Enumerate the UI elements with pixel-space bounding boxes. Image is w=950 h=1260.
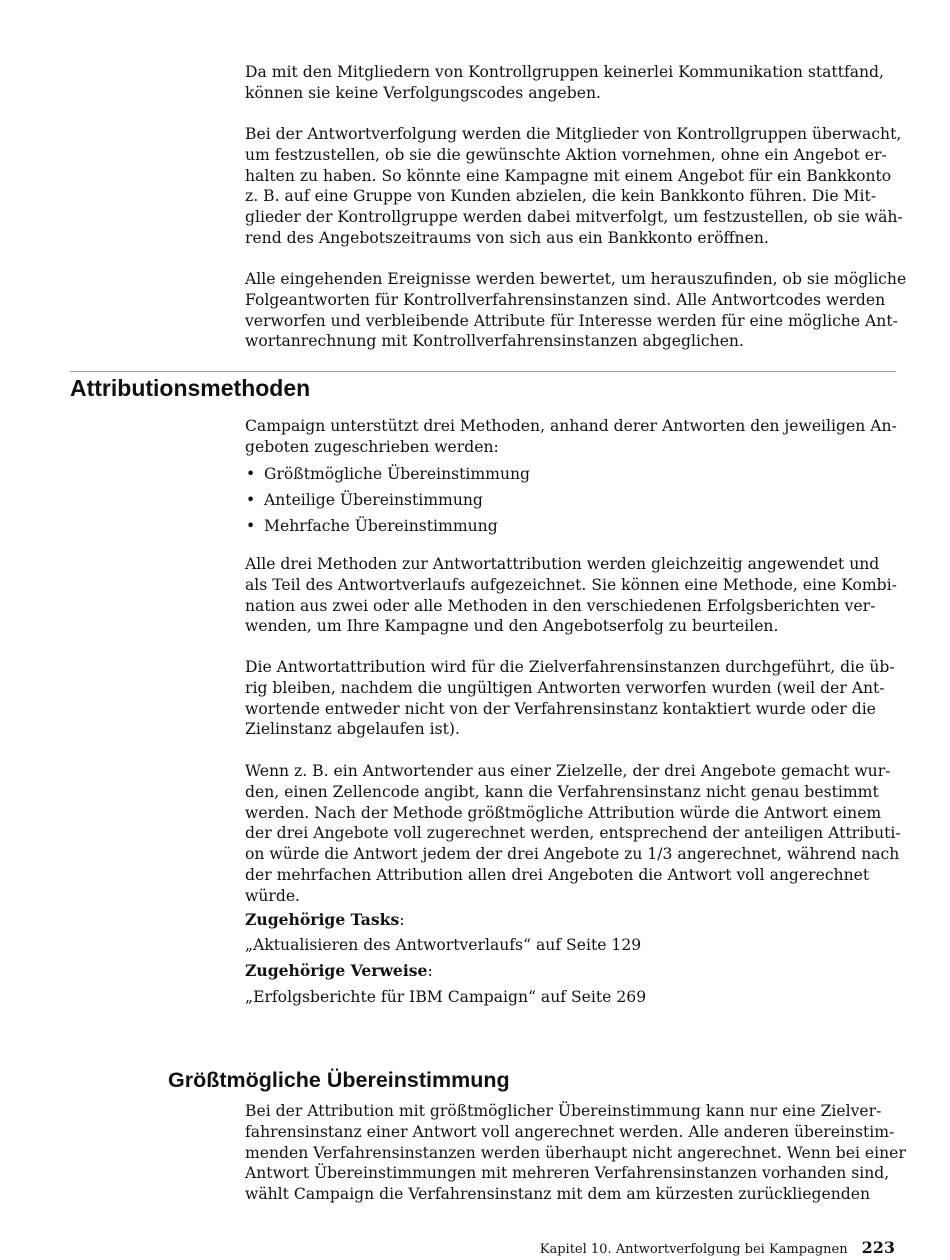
text-line: Bei der Attribution mit größtmöglicher Übereinstimmung kann nur eine Zielver- [245,1102,882,1120]
text-line: Antwort Übereinstimmungen mit mehreren Verfahrensinstanzen vorhanden sind, [245,1164,890,1183]
text-line: der drei Angebote voll zugerechnet werden, entsprechend der anteiligen Attributi- [245,824,901,843]
text-line: Wenn z. B. ein Antwortender aus einer Zielzelle, der drei Angebote gemacht wur- [245,762,891,780]
text-line: wählt Campaign die Verfahrensinstanz mit dem am kürzesten zurückliegenden [245,1185,871,1204]
related-tasks-label: Zugehörige Tasks: [245,910,405,929]
paragraph-methods-applied [245,554,897,637]
text-line: Alle eingehenden Ereignisse werden bewertet, um herauszufinden, ob sie mögliche [245,270,907,288]
text-line: als Teil des Antwortverlaufs aufgezeichnet. Sie können eine Methode, eine Kombi- [245,575,897,594]
text-line: z. B. auf eine Gruppe von Kunden abzielen, die kein Bankkonto führen. Die Mit- [245,187,877,206]
bullet-icon: • [246,465,256,483]
text-line: geboten zugeschrieben werden: [245,437,499,456]
paragraph-response-tracking [245,124,903,249]
text-line: rend des Angebotszeitraums von sich aus ein Bankkonto eröffnen. [245,228,769,247]
text-line: wortende entweder nicht von der Verfahrensinstanz kontaktiert wurde oder die [245,699,876,718]
text-line: menden Verfahrensinstanzen werden überhaupt nicht angerechnet. Wenn bei einer [245,1143,906,1162]
text-line: werden. Nach der Methode größtmögliche Attribution würde die Antwort einem [245,803,882,822]
text-line: Die Antwortattribution wird für die Zielverfahrensinstanzen durchgeführt, die üb- [245,658,895,676]
related-references-label: Zugehörige Verweise: [245,961,433,980]
paragraph-incoming-events [245,269,907,352]
page-number: 223 [861,1238,895,1257]
related-tasks-link[interactable]: „Aktualisieren des Antwortverlaufs“ auf Seite 129 [245,936,642,954]
text-line: halten zu haben. So könnte eine Kampagne mit einem Angebot für ein Bankkonto [245,166,892,185]
paragraph-best-match [245,1101,906,1205]
text-line: Campaign unterstützt drei Methoden, anhand derer Antworten den jeweiligen An- [245,417,897,435]
paragraph-control-groups-intro [245,62,897,104]
text-line: Da mit den Mitgliedern von Kontrollgruppen keinerlei Kommunikation stattfand, [245,63,885,81]
paragraph-example [245,761,901,907]
bullet-icon: • [246,491,256,509]
list-item-label: Größtmögliche Übereinstimmung [264,465,531,483]
heading-attribution-methods: Attributionsmethoden [70,375,311,401]
text-line: on würde die Antwort jedem der drei Angebote zu 1/3 angerechnet, während nach [245,845,900,864]
section-divider [70,371,896,372]
text-line: wortanrechnung mit Kontrollverfahrensinstanzen abgeglichen. [245,332,744,351]
text-line: fahrensinstanz einer Antwort voll angerechnet werden. Alle anderen übereinstim- [245,1122,895,1141]
bullet-icon: • [246,517,256,535]
list-item [245,461,530,487]
related-references-link[interactable]: „Erfolgsberichte für IBM Campaign“ auf Seite 269 [245,988,647,1006]
paragraph-target-instances [245,657,897,740]
text-line: Folgeantworten für Kontrollverfahrensinstanzen sind. Alle Antwortcodes werden [245,290,886,309]
paragraph-methods-intro [245,416,897,458]
list-item [245,487,530,513]
text-line: würde. [245,886,301,905]
text-line: glieder der Kontrollgruppe werden dabei mitverfolgt, um festzustellen, ob sie wäh- [245,208,903,227]
text-line: der mehrfachen Attribution allen drei Angeboten die Antwort voll angerechnet [245,865,870,884]
text-line: den, einen Zellencode angibt, kann die Verfahrensinstanz nicht genau bestimmt [245,782,879,801]
text-line: nation aus zwei oder alle Methoden in den verschiedenen Erfolgsberichten ver- [245,596,876,615]
heading-best-match: Größtmögliche Übereinstimmung [168,1068,510,1092]
list-item [245,513,530,539]
text-line: können sie keine Verfolgungscodes angeben. [245,83,601,102]
text-line: Bei der Antwortverfolgung werden die Mitglieder von Kontrollgruppen überwacht, [245,125,902,143]
page-footer [540,1238,895,1257]
list-item-label: Anteilige Übereinstimmung [264,491,483,509]
text-line: rig bleiben, nachdem die ungültigen Antworten verworfen wurden (weil der Ant- [245,678,885,697]
text-line: um festzustellen, ob sie die gewünschte Aktion vornehmen, ohne ein Angebot er- [245,145,887,164]
text-line: verworfen und verbleibende Attribute für Interesse werden für eine mögliche Ant- [245,311,898,330]
chapter-title: Kapitel 10. Antwortverfolgung bei Kampagnen [539,1242,848,1257]
text-line: wenden, um Ihre Kampagne und den Angebotserfolg zu beurteilen. [245,617,779,636]
text-line: Zielinstanz abgelaufen ist). [245,720,460,739]
text-line: Alle drei Methoden zur Antwortattribution werden gleichzeitig angewendet und [245,555,880,573]
methods-list [245,461,530,539]
list-item-label: Mehrfache Übereinstimmung [264,517,498,535]
